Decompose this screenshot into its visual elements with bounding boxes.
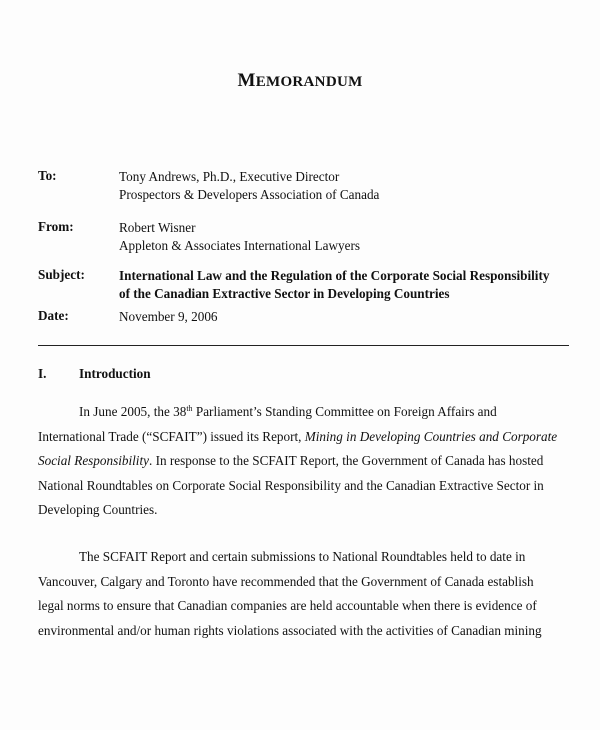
section-number: I. <box>38 366 47 381</box>
date-text: November 9, 2006 <box>119 309 218 324</box>
subject-label: Subject: <box>38 267 85 282</box>
subject-line-2: of the Canadian Extractive Sector in Developing Countries <box>119 286 450 301</box>
paragraph-2-line: Vancouver, Calgary and Toronto have recommended that the Government of Canada establish <box>38 573 534 589</box>
paragraph-1-line: In June 2005, the 38th Parliament’s Standing Committee on Foreign Affairs and <box>79 404 497 419</box>
to-line-1: Tony Andrews, Ph.D., Executive Director <box>119 169 340 184</box>
paragraph-1-line: National Roundtables on Corporate Social Responsibility and the Canadian Extractive Sector in <box>38 477 544 493</box>
section-title: Introduction <box>79 366 151 381</box>
to-label: To: <box>38 168 57 183</box>
from-line-2: Appleton & Associates International Lawyers <box>119 238 360 253</box>
from-line-1: Robert Wisner <box>119 220 196 235</box>
paragraph-1-line: Developing Countries. <box>38 502 158 517</box>
title-initial: M <box>237 70 256 91</box>
paragraph-2-line: environmental and/or human rights violations associated with the activities of Canadian mining <box>38 622 542 638</box>
from-value <box>119 219 589 255</box>
header-divider <box>38 345 569 346</box>
paragraph-1 <box>38 400 578 523</box>
subject-value <box>119 267 589 303</box>
title-rest: EMORANDUM <box>255 74 363 90</box>
memo-title <box>0 70 600 92</box>
from-label: From: <box>38 219 74 234</box>
paragraph-2-line: legal norms to ensure that Canadian companies are held accountable when there is evidence of <box>38 598 537 613</box>
paragraph-2 <box>38 545 578 643</box>
to-value <box>119 168 589 204</box>
date-value <box>119 308 589 326</box>
date-label: Date: <box>38 308 69 323</box>
paragraph-1-line: Social Responsibility. In response to the SCFAIT Report, the Government of Canada has hosted <box>38 453 544 468</box>
paragraph-1-line: International Trade (“SCFAIT”) issued its Report, Mining in Developing Countries and Corporate <box>38 428 558 444</box>
paragraph-2-line: The SCFAIT Report and certain submissions to National Roundtables held to date in <box>79 549 526 564</box>
subject-line-1: International Law and the Regulation of the Corporate Social Responsibility <box>119 268 550 283</box>
to-line-2: Prospectors & Developers Association of Canada <box>119 187 380 202</box>
